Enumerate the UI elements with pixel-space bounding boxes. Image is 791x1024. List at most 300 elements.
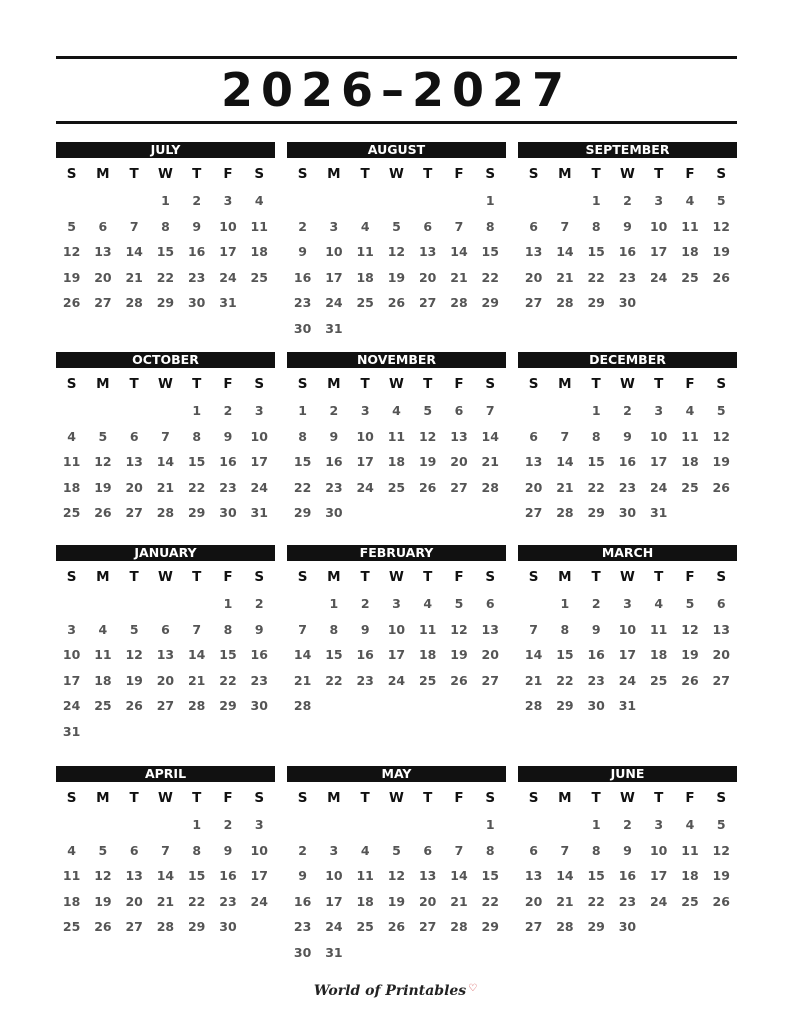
- day-cell: 30: [250, 698, 268, 714]
- day-cell: 29: [556, 698, 574, 714]
- weekday-label: T: [654, 569, 664, 585]
- day-cell: 16: [618, 244, 637, 260]
- day-cell: 12: [418, 428, 437, 444]
- week-row: [56, 642, 275, 668]
- day-cell: 27: [712, 672, 730, 688]
- day-cell: 13: [156, 647, 175, 663]
- weekday-label: S: [66, 790, 77, 806]
- day-cell: 4: [254, 193, 264, 209]
- page-title: 2026–2027: [220, 63, 573, 117]
- week-row: [287, 642, 506, 668]
- day-cell: 21: [556, 269, 574, 285]
- week-row: [518, 188, 737, 214]
- day-cell: 3: [329, 842, 339, 858]
- weekday-label: M: [96, 166, 110, 182]
- day-cell: 16: [587, 647, 605, 663]
- day-cell: 1: [329, 596, 339, 612]
- day-cell: 3: [654, 403, 664, 419]
- week-row: [287, 398, 506, 424]
- weekday-label: S: [297, 166, 308, 182]
- day-cell: 9: [192, 218, 202, 234]
- week-row: [518, 668, 737, 694]
- weekday-label: M: [327, 569, 341, 585]
- day-cell: 29: [156, 295, 175, 311]
- day-cell: 20: [524, 269, 543, 285]
- weekday-label: W: [388, 569, 404, 585]
- week-row: [518, 424, 737, 450]
- day-cell: 16: [325, 454, 343, 470]
- day-cell: 3: [654, 817, 664, 833]
- day-cell: 7: [560, 428, 570, 444]
- day-cell: 24: [618, 672, 637, 688]
- weekday-label: S: [297, 790, 308, 806]
- day-cell: 27: [524, 295, 543, 311]
- day-cell: 12: [681, 621, 699, 637]
- day-cell: 1: [192, 817, 202, 833]
- day-cell: 7: [560, 842, 570, 858]
- day-cell: 4: [423, 596, 433, 612]
- day-cell: 8: [485, 842, 495, 858]
- day-cell: 22: [481, 893, 499, 909]
- day-cell: 10: [356, 428, 374, 444]
- day-cell: 14: [156, 868, 175, 884]
- day-cell: 6: [129, 428, 139, 444]
- weekday-label: T: [129, 790, 139, 806]
- weekday-label: T: [192, 376, 202, 392]
- day-cell: 17: [250, 868, 268, 884]
- day-cell: 4: [392, 403, 401, 419]
- week-row: [56, 668, 275, 694]
- day-cell: 21: [556, 893, 574, 909]
- day-cell: 11: [418, 621, 437, 637]
- day-cell: 18: [681, 244, 699, 260]
- weekday-label: T: [192, 166, 202, 182]
- day-cell: 15: [556, 647, 574, 663]
- day-cell: 10: [250, 842, 268, 858]
- day-cell: 11: [681, 842, 699, 858]
- day-cell: 18: [62, 479, 81, 495]
- week-row: [287, 424, 506, 450]
- day-cell: 16: [219, 454, 237, 470]
- weekday-label: W: [388, 790, 404, 806]
- week-row: [287, 838, 506, 864]
- day-cell: 22: [587, 479, 605, 495]
- day-cell: 7: [454, 842, 464, 858]
- weekday-label: T: [423, 166, 433, 182]
- day-cell: 28: [125, 295, 143, 311]
- month-header: MAY: [287, 766, 506, 782]
- weekday-label: S: [254, 376, 265, 392]
- week-row: [56, 914, 275, 940]
- month-header: JANUARY: [56, 545, 275, 561]
- day-cell: 19: [94, 479, 112, 495]
- weekday-label: W: [619, 569, 635, 585]
- day-cell: 6: [161, 621, 170, 637]
- day-cell: 6: [423, 218, 433, 234]
- day-cell: 18: [356, 269, 374, 285]
- day-cell: 23: [356, 672, 374, 688]
- day-cell: 21: [556, 479, 574, 495]
- weekday-label: T: [129, 376, 139, 392]
- day-cell: 22: [187, 479, 206, 495]
- day-cell: 13: [481, 621, 499, 637]
- week-row: [287, 500, 506, 526]
- day-cell: 24: [250, 479, 268, 495]
- day-cell: 9: [298, 868, 307, 884]
- day-cell: 20: [156, 672, 175, 688]
- week-row: [287, 316, 506, 342]
- weekday-label: M: [327, 166, 341, 182]
- day-cell: 17: [618, 647, 637, 663]
- day-cell: 4: [654, 596, 664, 612]
- day-cell: 22: [156, 269, 175, 285]
- day-cell: 5: [685, 596, 695, 612]
- day-cell: 11: [250, 218, 268, 234]
- weekday-row: [518, 565, 737, 589]
- day-cell: 30: [325, 505, 343, 521]
- day-cell: 31: [62, 723, 81, 739]
- weekday-label: T: [129, 569, 139, 585]
- day-cell: 31: [325, 320, 343, 336]
- day-cell: 7: [529, 621, 538, 637]
- day-cell: 9: [360, 621, 370, 637]
- day-cell: 11: [356, 868, 374, 884]
- day-cell: 14: [450, 868, 468, 884]
- week-row: [518, 863, 737, 889]
- day-cell: 2: [360, 596, 370, 612]
- day-cell: 24: [325, 919, 343, 935]
- weekday-label: T: [591, 376, 601, 392]
- month-header: SEPTEMBER: [518, 142, 737, 158]
- week-row: [56, 214, 275, 240]
- week-row: [56, 239, 275, 265]
- weekday-label: F: [454, 166, 464, 182]
- day-cell: 24: [649, 893, 668, 909]
- day-cell: 16: [293, 269, 312, 285]
- month-header: NOVEMBER: [287, 352, 506, 368]
- day-cell: 20: [125, 479, 143, 495]
- month-june: [518, 766, 737, 940]
- day-cell: 29: [187, 919, 206, 935]
- day-cell: 20: [450, 454, 468, 470]
- day-cell: 18: [356, 893, 374, 909]
- day-cell: 25: [250, 269, 268, 285]
- day-cell: 2: [623, 817, 632, 833]
- day-cell: 21: [450, 269, 468, 285]
- day-cell: 19: [387, 269, 406, 285]
- day-cell: 19: [712, 244, 730, 260]
- day-cell: 30: [219, 505, 237, 521]
- day-cell: 17: [649, 244, 668, 260]
- day-cell: 29: [293, 505, 312, 521]
- weekday-label: M: [327, 790, 341, 806]
- day-cell: 20: [712, 647, 730, 663]
- week-row: [518, 449, 737, 475]
- day-cell: 21: [293, 672, 312, 688]
- day-cell: 16: [356, 647, 374, 663]
- day-cell: 30: [618, 919, 637, 935]
- weekday-label: S: [485, 376, 496, 392]
- day-cell: 26: [418, 479, 437, 495]
- day-cell: 15: [156, 244, 175, 260]
- day-cell: 28: [156, 505, 175, 521]
- day-cell: 31: [219, 295, 237, 311]
- month-header: AUGUST: [287, 142, 506, 158]
- weekday-row: [56, 372, 275, 396]
- weekday-row: [287, 565, 506, 589]
- day-cell: 23: [293, 295, 312, 311]
- day-cell: 10: [325, 244, 343, 260]
- day-cell: 10: [649, 842, 668, 858]
- day-cell: 27: [94, 295, 112, 311]
- day-cell: 5: [423, 403, 433, 419]
- weekday-label: S: [254, 166, 265, 182]
- day-cell: 7: [454, 218, 464, 234]
- week-row: [56, 265, 275, 291]
- day-cell: 19: [418, 454, 437, 470]
- day-cell: 10: [649, 218, 668, 234]
- week-row: [56, 475, 275, 501]
- week-row: [518, 398, 737, 424]
- day-cell: 29: [219, 698, 237, 714]
- day-cell: 2: [329, 403, 339, 419]
- day-cell: 28: [156, 919, 175, 935]
- day-cell: 26: [387, 919, 406, 935]
- day-cell: 4: [67, 842, 76, 858]
- week-row: [518, 591, 737, 617]
- day-cell: 17: [649, 868, 668, 884]
- weekday-label: T: [654, 166, 664, 182]
- weekday-label: F: [223, 376, 233, 392]
- day-cell: 4: [685, 817, 695, 833]
- day-cell: 21: [450, 893, 468, 909]
- week-row: [287, 668, 506, 694]
- day-cell: 22: [587, 269, 605, 285]
- week-row: [287, 214, 506, 240]
- bottom-rule: [56, 121, 737, 124]
- weekday-label: F: [454, 790, 464, 806]
- week-row: [287, 449, 506, 475]
- weekday-label: T: [591, 166, 601, 182]
- week-row: [518, 693, 737, 719]
- week-row: [287, 265, 506, 291]
- day-cell: 2: [254, 596, 264, 612]
- day-cell: 31: [250, 505, 268, 521]
- weekday-label: T: [591, 790, 601, 806]
- day-cell: 11: [681, 428, 699, 444]
- day-cell: 13: [524, 868, 543, 884]
- day-cell: 29: [481, 919, 499, 935]
- day-cell: 17: [219, 244, 237, 260]
- day-cell: 28: [481, 479, 499, 495]
- day-cell: 9: [254, 621, 264, 637]
- day-cell: 9: [223, 428, 233, 444]
- day-cell: 28: [293, 698, 312, 714]
- day-cell: 6: [529, 218, 538, 234]
- day-cell: 13: [418, 868, 437, 884]
- day-cell: 18: [681, 454, 699, 470]
- month-header: OCTOBER: [56, 352, 275, 368]
- day-cell: 20: [125, 893, 143, 909]
- day-cell: 27: [524, 505, 543, 521]
- week-row: [287, 475, 506, 501]
- day-cell: 1: [223, 596, 233, 612]
- day-cell: 26: [681, 672, 699, 688]
- day-cell: 16: [219, 868, 237, 884]
- day-cell: 30: [587, 698, 605, 714]
- weekday-label: W: [619, 376, 635, 392]
- day-cell: 2: [623, 193, 632, 209]
- week-row: [287, 290, 506, 316]
- day-cell: 20: [524, 893, 543, 909]
- day-cell: 25: [356, 295, 374, 311]
- day-cell: 2: [192, 193, 202, 209]
- day-cell: 27: [418, 295, 437, 311]
- day-cell: 18: [62, 893, 81, 909]
- day-cell: 16: [250, 647, 268, 663]
- day-cell: 13: [94, 244, 112, 260]
- week-row: [56, 719, 275, 745]
- weekday-label: S: [716, 790, 727, 806]
- day-cell: 10: [250, 428, 268, 444]
- weekday-label: T: [192, 790, 202, 806]
- day-cell: 7: [161, 842, 170, 858]
- day-cell: 19: [62, 269, 81, 285]
- day-cell: 23: [250, 672, 268, 688]
- day-cell: 14: [556, 244, 574, 260]
- weekday-row: [56, 162, 275, 186]
- weekday-label: S: [528, 166, 539, 182]
- weekday-label: W: [157, 376, 173, 392]
- day-cell: 13: [712, 621, 730, 637]
- day-cell: 13: [125, 454, 143, 470]
- weekday-label: T: [423, 790, 433, 806]
- day-cell: 5: [392, 218, 401, 234]
- day-cell: 9: [329, 428, 339, 444]
- day-cell: 18: [418, 647, 437, 663]
- day-cell: 20: [418, 893, 437, 909]
- day-cell: 23: [618, 893, 637, 909]
- day-cell: 18: [649, 647, 668, 663]
- weekday-label: T: [360, 569, 370, 585]
- week-row: [287, 863, 506, 889]
- day-cell: 27: [524, 919, 543, 935]
- heart-icon: ♡: [468, 983, 478, 994]
- day-cell: 24: [649, 479, 668, 495]
- week-row: [56, 889, 275, 915]
- day-cell: 7: [161, 428, 170, 444]
- day-cell: 20: [481, 647, 499, 663]
- weekday-label: S: [297, 569, 308, 585]
- weekday-label: S: [66, 569, 77, 585]
- week-row: [287, 940, 506, 966]
- day-cell: 23: [187, 269, 206, 285]
- day-cell: 27: [450, 479, 468, 495]
- day-cell: 25: [681, 269, 699, 285]
- day-cell: 15: [219, 647, 237, 663]
- day-cell: 22: [325, 672, 343, 688]
- day-cell: 19: [387, 893, 406, 909]
- day-cell: 8: [485, 218, 495, 234]
- day-cell: 28: [556, 505, 574, 521]
- day-cell: 14: [156, 454, 175, 470]
- day-cell: 21: [156, 479, 175, 495]
- top-rule: [56, 56, 737, 59]
- day-cell: 21: [481, 454, 499, 470]
- week-row: [287, 812, 506, 838]
- weekday-label: F: [685, 790, 695, 806]
- day-cell: 8: [192, 428, 202, 444]
- day-cell: 28: [524, 698, 543, 714]
- week-row: [518, 914, 737, 940]
- day-cell: 4: [685, 403, 695, 419]
- day-cell: 16: [187, 244, 206, 260]
- weekday-label: S: [485, 569, 496, 585]
- week-row: [56, 838, 275, 864]
- day-cell: 17: [356, 454, 374, 470]
- day-cell: 2: [223, 817, 233, 833]
- day-cell: 10: [618, 621, 637, 637]
- day-cell: 7: [560, 218, 570, 234]
- day-cell: 22: [219, 672, 237, 688]
- day-cell: 6: [98, 218, 108, 234]
- day-cell: 13: [125, 868, 143, 884]
- week-row: [56, 449, 275, 475]
- day-cell: 24: [219, 269, 237, 285]
- weekday-row: [518, 372, 737, 396]
- day-cell: 15: [587, 868, 605, 884]
- day-cell: 25: [681, 893, 699, 909]
- day-cell: 4: [685, 193, 695, 209]
- weekday-label: M: [96, 569, 110, 585]
- weekday-label: T: [591, 569, 601, 585]
- day-cell: 15: [481, 868, 499, 884]
- day-cell: 8: [329, 621, 339, 637]
- weekday-row: [287, 786, 506, 810]
- day-cell: 22: [293, 479, 312, 495]
- day-cell: 24: [387, 672, 406, 688]
- day-cell: 9: [623, 428, 632, 444]
- day-cell: 11: [649, 621, 668, 637]
- week-row: [56, 812, 275, 838]
- day-cell: 12: [94, 868, 112, 884]
- week-row: [56, 500, 275, 526]
- day-cell: 6: [454, 403, 464, 419]
- day-cell: 19: [94, 893, 112, 909]
- day-cell: 7: [485, 403, 495, 419]
- day-cell: 30: [618, 505, 637, 521]
- day-cell: 28: [556, 919, 574, 935]
- weekday-label: T: [654, 790, 664, 806]
- weekday-label: T: [129, 166, 139, 182]
- weekday-row: [518, 786, 737, 810]
- day-cell: 26: [712, 893, 730, 909]
- month-header: MARCH: [518, 545, 737, 561]
- day-cell: 12: [712, 842, 730, 858]
- month-december: [518, 352, 737, 526]
- day-cell: 3: [254, 403, 264, 419]
- day-cell: 6: [485, 596, 495, 612]
- day-cell: 12: [94, 454, 112, 470]
- day-cell: 14: [556, 868, 574, 884]
- day-cell: 4: [360, 218, 370, 234]
- day-cell: 16: [618, 454, 637, 470]
- weekday-label: W: [157, 569, 173, 585]
- day-cell: 12: [712, 218, 730, 234]
- week-row: [287, 617, 506, 643]
- day-cell: 17: [325, 269, 343, 285]
- weekday-label: M: [558, 569, 572, 585]
